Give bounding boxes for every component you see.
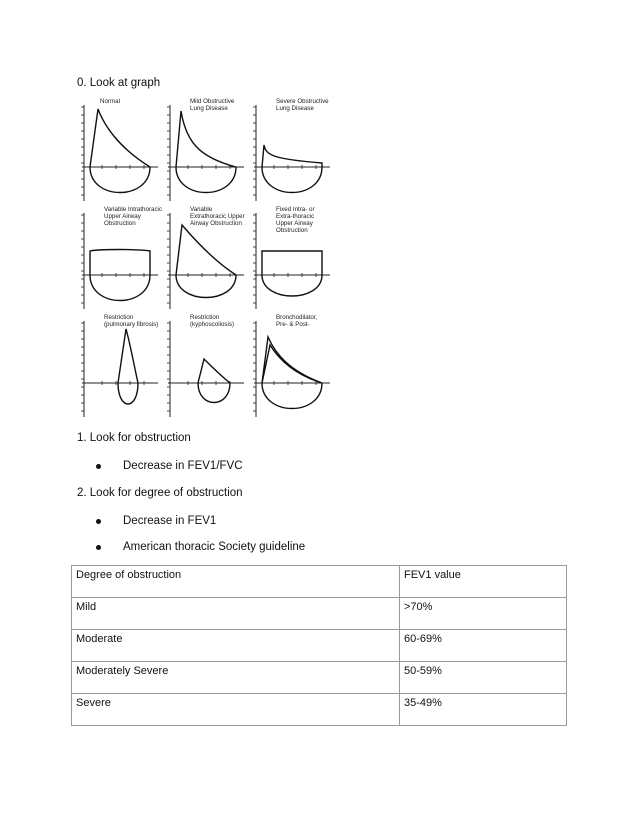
bullet-icon xyxy=(96,545,101,550)
panel-volume-curve xyxy=(176,275,236,298)
table-cell: Moderate xyxy=(72,630,400,662)
flow-volume-panel xyxy=(81,98,158,201)
obstruction-degree-table xyxy=(71,565,567,726)
panel-label: Restriction xyxy=(190,314,220,321)
panel-label: Lung Disease xyxy=(190,105,228,112)
panel-flow-curve xyxy=(198,359,230,383)
panel-volume-curve xyxy=(262,167,322,193)
table-cell: 60-69% xyxy=(400,630,567,662)
table-row xyxy=(72,630,567,662)
panel-flow-curve xyxy=(90,109,150,167)
panel-volume-curve xyxy=(90,167,150,193)
table-cell: 50-59% xyxy=(400,662,567,694)
list-item-text: Decrease in FEV1/FVC xyxy=(123,460,243,472)
panel-label: Variable Intrathoracic xyxy=(104,206,163,213)
panel-label: Airway Obstruction xyxy=(190,220,242,227)
panel-label: Pre- & Post- xyxy=(276,321,310,328)
table-row xyxy=(72,598,567,630)
step-1-heading: 1. Look for obstruction xyxy=(77,432,191,444)
panel-flow-curve xyxy=(262,145,322,167)
list-item-text: American thoracic Society guideline xyxy=(123,541,306,553)
panel-label: Bronchodilator, xyxy=(276,314,318,321)
table-row xyxy=(72,694,567,726)
panel-volume-curve xyxy=(262,275,322,296)
panel-label: Extra-thoracic xyxy=(276,213,315,220)
panel-label: Mild Obstructive xyxy=(190,98,235,105)
step-2-heading: 2. Look for degree of obstruction xyxy=(77,487,243,499)
panel-volume-curve xyxy=(118,383,138,404)
table-row xyxy=(72,662,567,694)
flow-volume-panel xyxy=(81,206,162,309)
panel-label: Variable xyxy=(190,206,213,213)
flow-volume-panel xyxy=(167,206,245,309)
panel-label: Obstruction xyxy=(104,220,136,227)
table-header-cell: FEV1 value xyxy=(400,566,567,598)
table-header-row xyxy=(72,566,567,598)
flow-volume-panel xyxy=(167,314,244,417)
flow-volume-panel xyxy=(253,98,330,201)
panel-label: Severe Obstructive xyxy=(276,98,329,105)
panel-volume-curve xyxy=(198,383,230,403)
panel-flow-curve xyxy=(176,225,236,275)
flow-volume-panel xyxy=(81,314,158,417)
panel-label: Normal xyxy=(100,98,120,105)
table-cell: Mild xyxy=(72,598,400,630)
step-0-heading: 0. Look at graph xyxy=(77,77,161,89)
panel-label: Fixed Intra- or xyxy=(276,206,315,213)
table-header-cell: Degree of obstruction xyxy=(72,566,400,598)
table-cell: >70% xyxy=(400,598,567,630)
list-item xyxy=(96,541,305,553)
panel-label: Upper Airway xyxy=(276,220,313,227)
bullet-icon xyxy=(96,464,101,469)
flow-volume-panel xyxy=(167,98,244,201)
panel-label: (kyphoscoliosis) xyxy=(190,321,235,328)
list-item xyxy=(96,460,243,472)
table-cell: 35-49% xyxy=(400,694,567,726)
panel-volume-curve xyxy=(262,383,322,409)
panel-flow-curve xyxy=(262,251,322,275)
list-item-text: Decrease in FEV1 xyxy=(123,515,217,527)
flow-volume-panel xyxy=(253,206,330,309)
table-cell: Moderately Severe xyxy=(72,662,400,694)
panel-label: Lung Disease xyxy=(276,105,314,112)
table-cell: Severe xyxy=(72,694,400,726)
panel-label: Obstruction xyxy=(276,227,308,234)
flow-volume-loops-figure xyxy=(78,97,332,421)
panel-volume-curve xyxy=(90,275,150,301)
panel-label: (pulmonary fibrosis) xyxy=(104,321,159,328)
list-item xyxy=(96,515,216,527)
panel-flow-curve xyxy=(262,337,322,383)
panel-flow-curve xyxy=(90,250,150,276)
panel-label: Extrathoracic Upper xyxy=(190,213,245,220)
panel-label: Restriction xyxy=(104,314,134,321)
bullet-icon xyxy=(96,519,101,524)
panel-label: Upper Airway xyxy=(104,213,141,220)
panel-flow-curve xyxy=(118,329,138,383)
panel-flow-curve xyxy=(176,111,236,167)
panel-volume-curve xyxy=(176,167,236,193)
flow-volume-panel xyxy=(253,314,330,417)
